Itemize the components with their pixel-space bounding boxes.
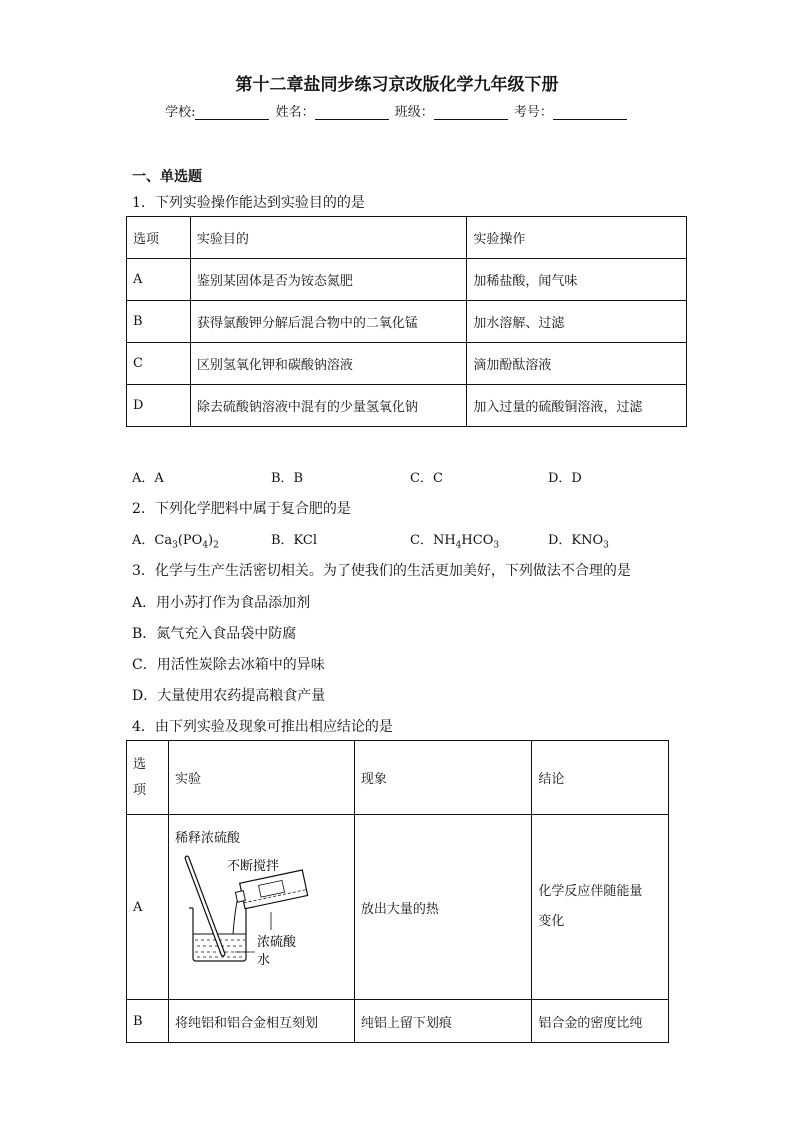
- conclusion-line: 化学反应伴随能量: [538, 884, 643, 899]
- q3-stem: 3．化学与生产生活密切相关。为了使我们的生活更加美好，下列做法不合理的是: [132, 563, 631, 579]
- q2-option-b[interactable]: B．KCl: [271, 533, 318, 548]
- water-label: 水: [256, 953, 270, 966]
- header-text: 选: [133, 756, 147, 772]
- subscript: 3: [493, 540, 500, 551]
- table-cell: B: [127, 301, 191, 343]
- table-cell: 除去硫酸钠溶液中混有的少量氢氧化钠: [190, 385, 466, 427]
- header-text: 项: [133, 782, 147, 798]
- table-cell: C: [127, 343, 191, 385]
- table-cell: 滴加酚酞溶液: [467, 343, 687, 385]
- student-info-line: [0, 101, 794, 120]
- subscript: 2: [213, 540, 219, 551]
- table-cell: A: [127, 815, 169, 1000]
- q3-option-c[interactable]: C．用活性炭除去冰箱中的异味: [132, 657, 325, 673]
- header-cell: 实验: [168, 741, 354, 815]
- formula-part: C．NH: [410, 533, 456, 548]
- experiment-title: 稀释浓硫酸: [174, 831, 240, 846]
- q4-stem: 4．由下列实验及现象可推出相应结论的是: [132, 719, 393, 735]
- glass-rod-inner: [187, 858, 223, 954]
- id-label: 考号：: [513, 105, 553, 120]
- page-title: 第十二章盐同步练习京改版化学九年级下册: [235, 75, 559, 95]
- formula-part: A．Ca: [132, 533, 173, 548]
- formula-part: HCO: [461, 533, 494, 548]
- conclusion-line: 变化: [538, 914, 565, 929]
- q1-table: [126, 216, 687, 427]
- header-cell: 实验操作: [467, 217, 687, 259]
- table-cell: B: [127, 1000, 169, 1043]
- table-cell: [168, 815, 354, 1000]
- table-cell: 加水溶解、过滤: [467, 301, 687, 343]
- q2-option-d[interactable]: [548, 529, 609, 551]
- q1-option-a[interactable]: A．A: [132, 471, 164, 486]
- subscript: 4: [202, 540, 209, 551]
- q3-option-d[interactable]: D．大量使用农药提高粮食产量: [132, 688, 326, 704]
- subscript: 3: [172, 540, 178, 551]
- q3-option-a[interactable]: A．用小苏打作为食品添加剂: [132, 595, 311, 611]
- table-cell: A: [127, 259, 191, 301]
- name-label: 姓名：: [275, 105, 315, 120]
- formula-part: (PO: [177, 533, 203, 548]
- q1-option-c[interactable]: C．C: [410, 471, 443, 486]
- acid-bottle: [234, 870, 308, 910]
- table-cell: D: [127, 385, 191, 427]
- table-cell: 加稀盐酸，闻气味: [467, 259, 687, 301]
- name-blank[interactable]: [315, 105, 389, 120]
- table-cell: [532, 815, 669, 1000]
- table-header-row: [127, 741, 669, 815]
- header-cell: 现象: [354, 741, 532, 815]
- table-cell: 铝合金的密度比纯: [532, 1000, 669, 1043]
- q3-option-b[interactable]: B．氮气充入食品袋中防腐: [132, 626, 297, 642]
- header-cell: 实验目的: [190, 217, 466, 259]
- q2-stem: 2．下列化学肥料中属于复合肥的是: [132, 501, 351, 517]
- table-row: [127, 259, 687, 301]
- formula-part: D．KNO: [548, 533, 604, 548]
- header-cell: 结论: [532, 741, 669, 815]
- table-cell: 放出大量的热: [354, 815, 532, 1000]
- table-header-row: [127, 217, 687, 259]
- dilution-figure: [175, 846, 315, 966]
- table-cell: 将纯铝和铝合金相互刻划: [168, 1000, 354, 1043]
- table-row: [127, 385, 687, 427]
- header-cell: 选项: [127, 217, 191, 259]
- class-blank[interactable]: [434, 105, 508, 120]
- q2-option-c[interactable]: [410, 529, 499, 551]
- school-label: 学校:: [165, 105, 196, 120]
- q4-table: [126, 740, 669, 1043]
- acid-label: 浓硫酸: [256, 935, 296, 950]
- subscript: 4: [455, 540, 462, 551]
- class-label: 班级：: [394, 105, 434, 120]
- table-row: [127, 815, 669, 1000]
- table-cell: 纯铝上留下划痕: [354, 1000, 532, 1043]
- table-cell: 获得氯酸钾分解后混合物中的二氧化锰: [190, 301, 466, 343]
- q1-option-b[interactable]: B．B: [271, 471, 304, 486]
- header-cell: [127, 741, 169, 815]
- q1-stem: 1．下列实验操作能达到实验目的的是: [132, 195, 365, 211]
- table-row: [127, 1000, 669, 1043]
- id-blank[interactable]: [553, 105, 627, 120]
- school-blank[interactable]: [195, 105, 269, 120]
- q1-option-d[interactable]: D．D: [548, 471, 582, 486]
- table-row: [127, 301, 687, 343]
- stir-label: 不断搅拌: [226, 859, 279, 874]
- table-cell: 鉴别某固体是否为铵态氮肥: [190, 259, 466, 301]
- table-cell: 加入过量的硫酸铜溶液，过滤: [467, 385, 687, 427]
- table-row: [127, 343, 687, 385]
- formula-part: ): [208, 533, 214, 548]
- section-heading: 一、单选题: [132, 169, 202, 185]
- table-cell: 区别氢氧化钾和碳酸钠溶液: [190, 343, 466, 385]
- subscript: 3: [603, 540, 609, 551]
- q2-option-a[interactable]: [132, 529, 219, 551]
